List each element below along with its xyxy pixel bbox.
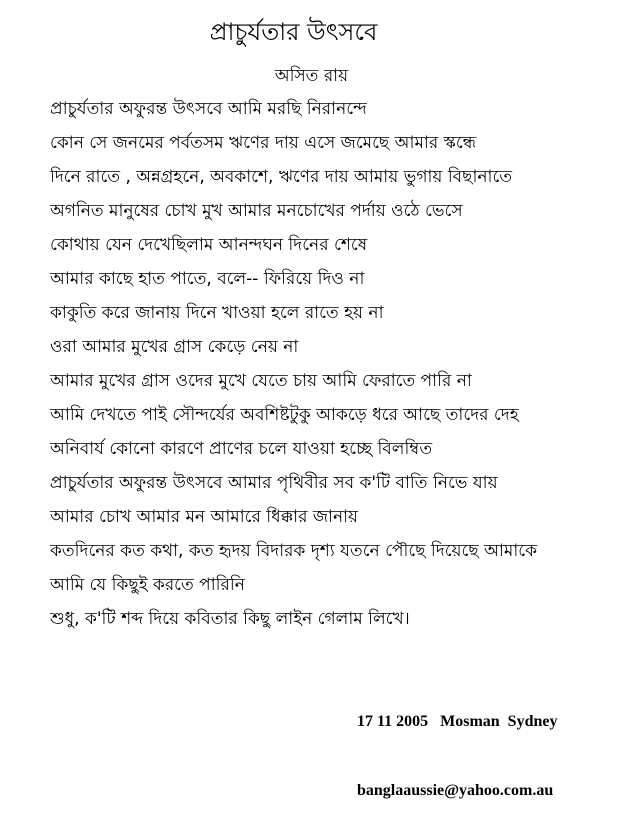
poem-line: আমার কাছে হাত পাতে, বলে-- ফিরিয়ে দিও না	[50, 269, 365, 289]
poem-line: প্রাচুর্যতার অফুরন্ত উৎসবে আমি মরছি নিরানন্দে	[50, 99, 367, 119]
poem-line: অনিবার্য কোনো কারণে প্রাণের চলে যাওয়া হচ্ছে বিলম্বিত	[50, 439, 433, 459]
poem-line: আমার মুখের গ্রাস ওদের মুখে যেতে চায় আমি ফেরাতে পারি না	[50, 371, 472, 391]
poem-line: আমি যে কিছুই করতে পারিনি	[50, 575, 245, 595]
poem-line: আমার চোখ আমার মন আমারে ধিক্কার জানায়	[50, 507, 359, 527]
poem-line: আমি দেখতে পাই সৌন্দর্যের অবশিষ্টটুকু আকড়ে ধরে আছে তাদের দেহ	[50, 405, 519, 425]
poem-line: কোথায় যেন দেখেছিলাম আনন্দঘন দিনের শেষে	[50, 235, 368, 255]
poem-line: শুধু, ক'টি শব্দ দিয়ে কবিতার কিছু লাইন গেলাম লিখে।	[50, 609, 410, 629]
poem-author: অসিত রায়	[274, 66, 349, 86]
poem-line: প্রাচুর্যতার অফুরন্ত উৎসবে আমার পৃথিবীর সব ক'টি বাতি নিভে যায়	[50, 473, 498, 493]
poem-body	[50, 92, 620, 636]
poem-line: ওরা আমার মুখের গ্রাস কেড়ে নেয় না	[50, 337, 299, 357]
poem-line: কাকুতি করে জানায় দিনে খাওয়া হলে রাতে হয় না	[50, 303, 384, 323]
date-place: 17 11 2005 Mosman Sydney	[357, 713, 558, 730]
email-address: banglaaussie@yahoo.com.au	[357, 782, 554, 799]
poem-line: অগনিত মানুষের চোখ মুখ আমার মনচোখের পর্দায় ওঠে ভেসে	[50, 201, 463, 221]
signature-block	[357, 664, 557, 825]
poem-line: কতদিনের কত কথা, কত হৃদয় বিদারক দৃশ্য যতনে পৌছে দিয়েছে আমাকে	[50, 541, 538, 561]
poem-line: কোন সে জনমের পর্বতসম ঋণের দায় এসে জমেছে আমার স্কন্ধে	[50, 133, 477, 153]
poem-title-text: প্রাচুর্যতার উৎসবে	[209, 18, 378, 46]
poem-title	[0, 16, 623, 48]
poem-line: দিনে রাতে , অন্নগ্রহনে, অবকাশে, ঋণের দায় আমায় ভুগায় বিছানাতে	[50, 167, 513, 187]
